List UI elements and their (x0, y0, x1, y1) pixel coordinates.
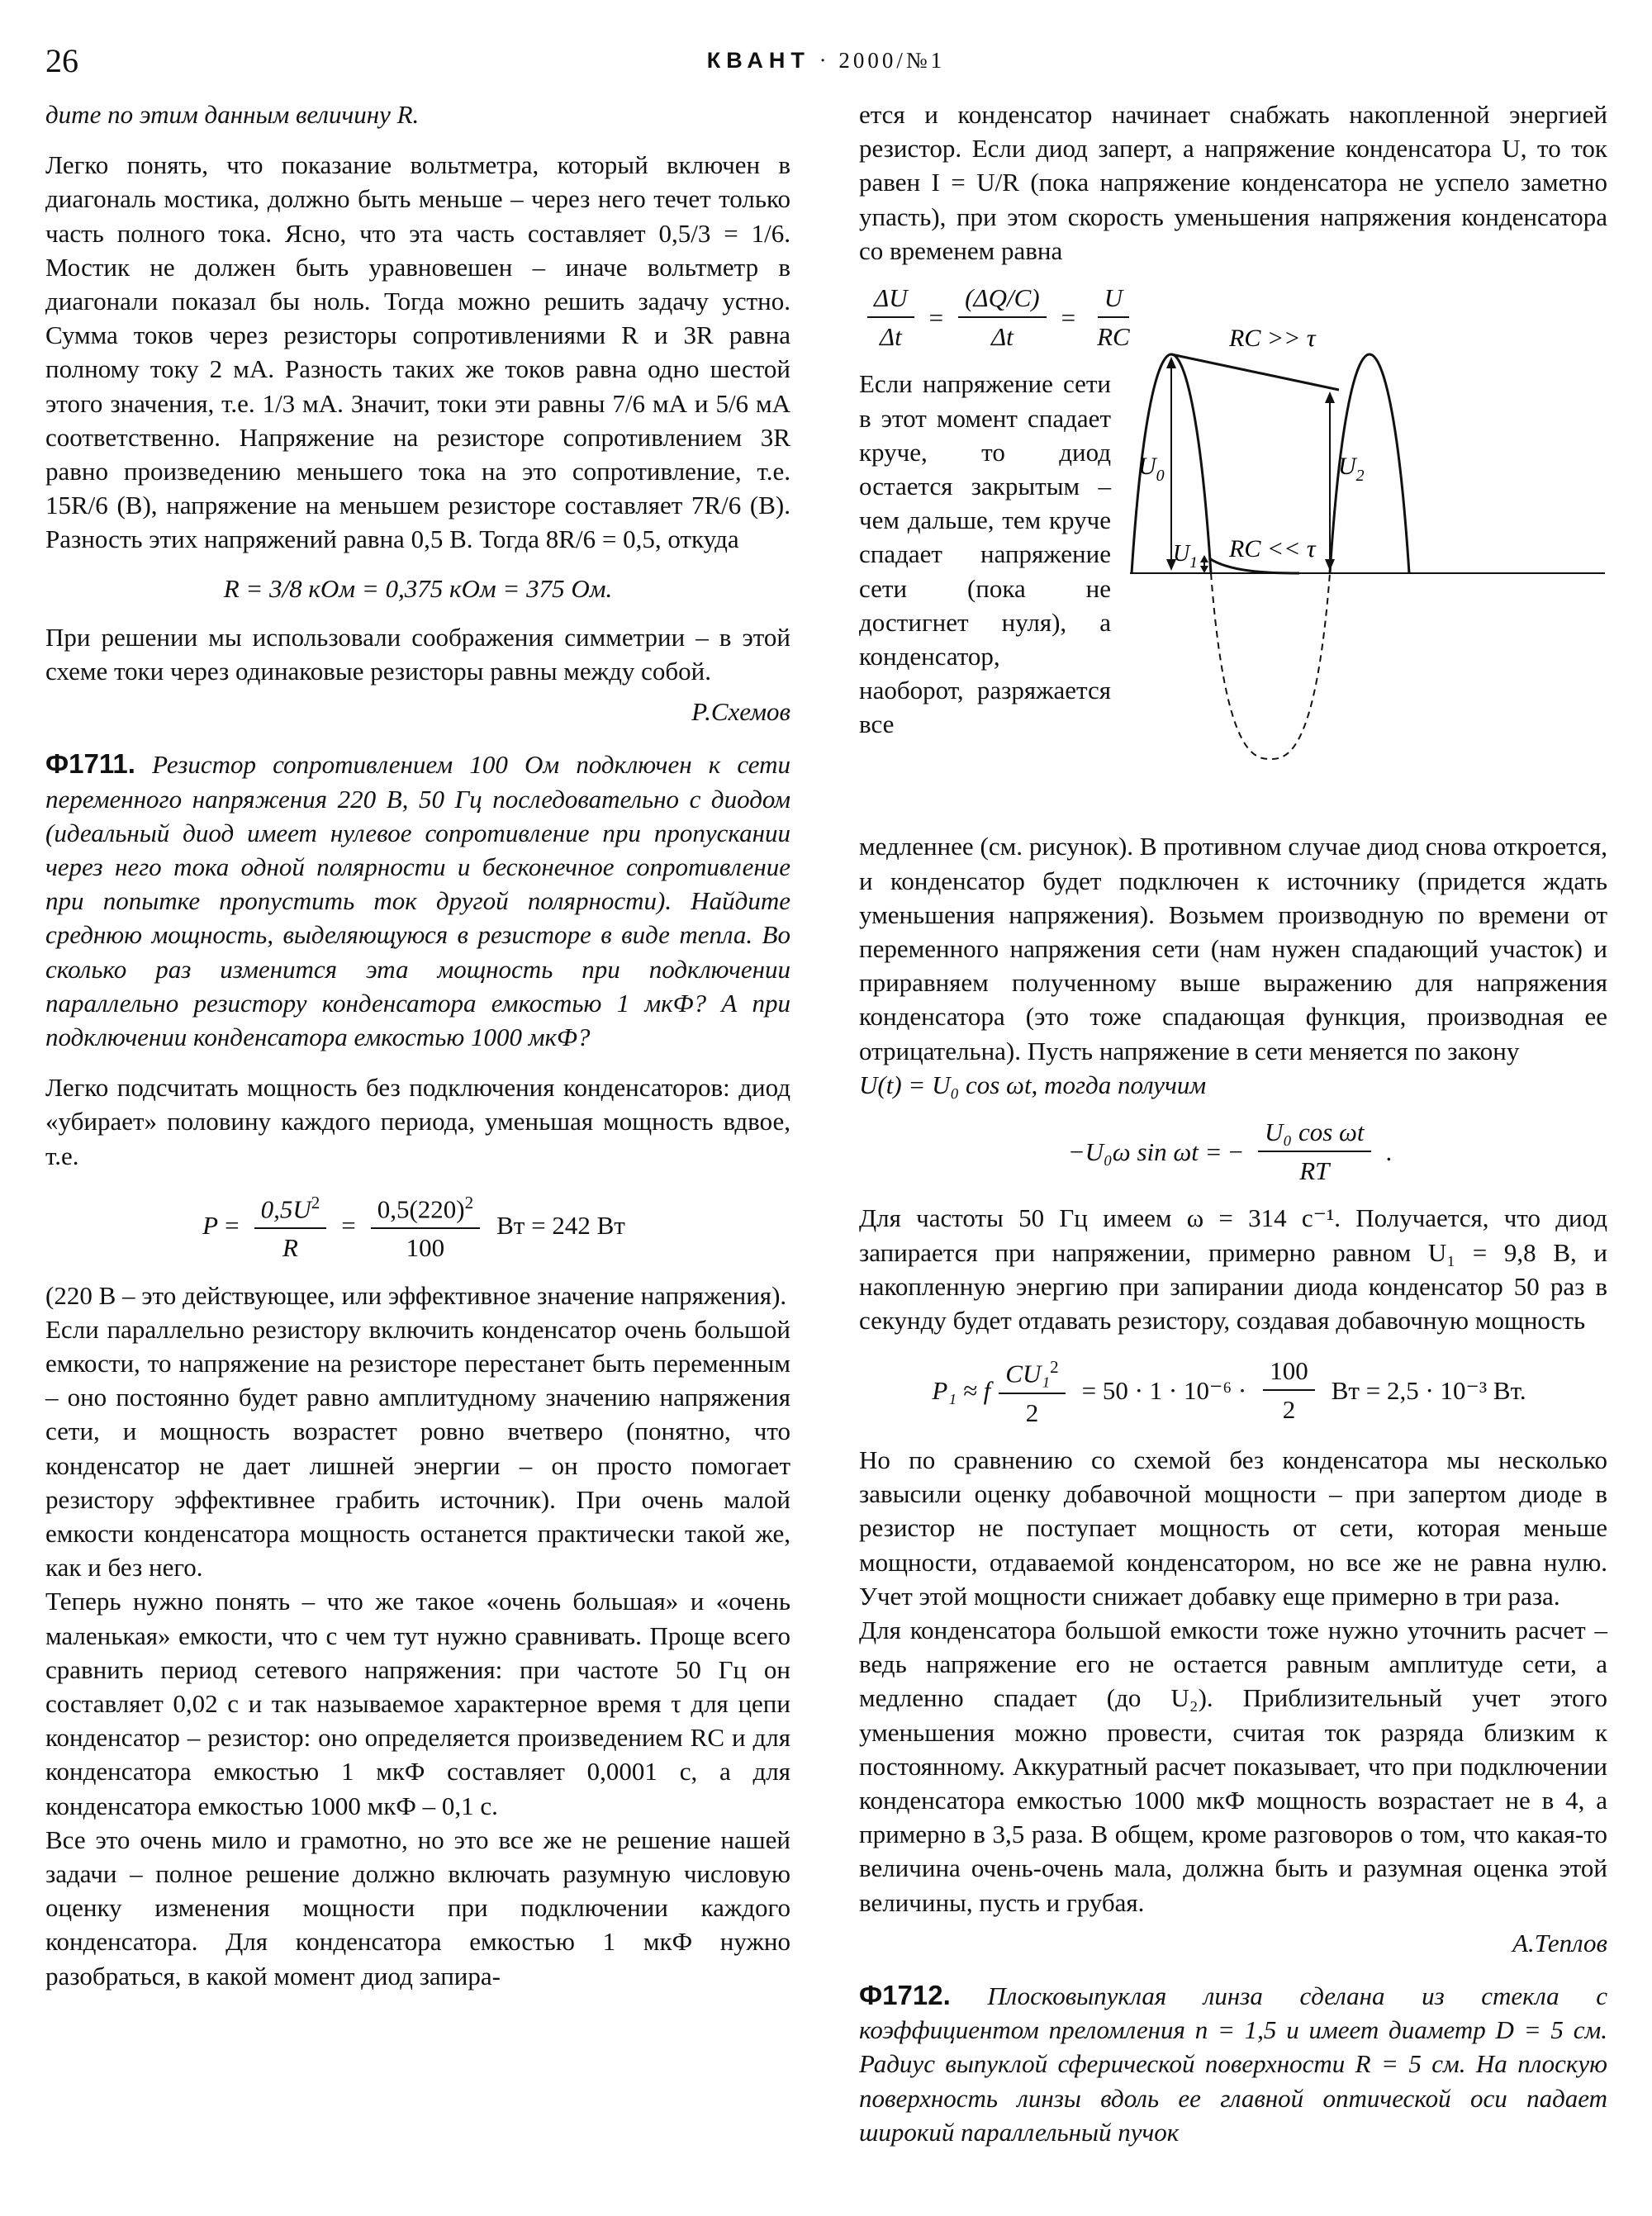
eq-num: 0,5U (260, 1194, 311, 1224)
paragraph: U(t) = U₀ cos ωt, тогда получим (859, 1070, 1207, 1099)
paragraph: ется и конденсатор начинает снабжать накопленной энергией резистор. Если диод заперт, а напряжение конденсатора U, то ток равен I = U/R (пока напряжение конденсатора не успело заметно упасть), при этом скорость уменьшения напряжения конденсатора со временем равна (859, 100, 1607, 265)
problem-text: Плосковыпуклая линза сделана из стекла с коэффициентом преломления n = 1,5 и имеет диаметр D = 5 см. Радиус выпуклой сферической поверхности R = 5 см. На плоскую поверхность линзы вдоль ее главной оптической оси падает широкий параллельный пучок (859, 1981, 1608, 2147)
author-signature: Р.Схемов (691, 697, 790, 727)
fraction (371, 1186, 480, 1265)
eq-den: Δt (990, 322, 1014, 352)
paragraph: Все это очень мило и грамотно, но это все же не решение нашей задачи – полное решение должно включать разумную числовую оценку изменения мощности при подключении каждого конденсатора. Для конденсатора емкостью 1 мкФ нужно разобраться, в какой момент диод запира- (45, 1825, 790, 1991)
journal-title (45, 48, 1607, 74)
arrow-head (1166, 357, 1176, 368)
eq-exp: 2 (311, 1192, 320, 1212)
right-column (859, 97, 1607, 2149)
paragraph: При решении мы использовали соображения симметрии – в этой схеме токи через одинаковые резисторы равны между собой. (45, 622, 790, 686)
eq-num: ΔU (867, 281, 914, 318)
formula: R = 3/8 кОм = 0,375 кОм = 375 Ом. (223, 573, 613, 603)
label-u2: $U_2$ (1338, 453, 1365, 486)
arrow-head (1200, 566, 1208, 573)
eq-num: U (1098, 281, 1129, 318)
paragraph: Если параллельно резистору включить конденсатор очень большой емкости, то напряжение на резисторе перестанет быть переменным – оно постоянно будет равно амплитудному значению напряжения сети, и мощность возрастет ровно вчетверо (понятно, что конденсатор не дает лишней энергии – он просто помогает резистору эффективнее грабить источник). При очень малой емкости конденсатора мощность останется практически такой же, как и без него. (45, 1314, 790, 1583)
paragraph: Если напряжение сети в этот момент спадает круче, то диод остается закрытым – чем дальше, тем круче спадает напряжение сети (пока не достигнет нуля), а конденсатор, наоборот, разряжается все (859, 369, 1111, 739)
left-column (45, 97, 790, 1993)
eq-num: 100 (1263, 1354, 1315, 1391)
problem-1711 (45, 747, 790, 1054)
equation-p1 (859, 1350, 1607, 1430)
page-header (45, 41, 1607, 91)
fraction (867, 281, 914, 354)
problem-label: Ф1711. (45, 748, 135, 780)
eq-num: 0,5(220) (377, 1194, 465, 1224)
paragraph: Легко подсчитать мощность без подключения конденсаторов: диод «убирает» половину каждого периода, уменьшая мощность вдвое, т.е. (45, 1073, 790, 1170)
eq-exp: 2 (1050, 1357, 1059, 1378)
journal-name: КВАНТ (706, 48, 810, 73)
paragraph: дите по этим данным величину R. (45, 100, 420, 129)
paragraph: Теперь нужно понять – что же такое «очень большая» и «очень маленькая» емкости, что с чем тут нужно сравнивать. Проще всего сравнить период сетевого напряжения: при частоте 50 Гц он составляет 0,02 с и так называемое характерное время τ для цепи конденсатор – резистор: оно определяется произведением RC и для конденсатора емкостью 1 мкФ составляет 0,0001 с, а для конденсатора емкостью 1000 мкФ – 0,1 с. (45, 1587, 790, 1820)
eq-den: 100 (406, 1233, 445, 1263)
fraction (254, 1186, 327, 1265)
paragraph: Для частоты 50 Гц имеем ω = 314 с⁻¹. Получается, что диод запирается при напряжении, примерно равном U₁ = 9,8 В, и накопленную энергию при запирании диода конденсатор 50 раз в секунду будет отдавать резистору, создавая добавочную мощность (859, 1203, 1607, 1336)
author-signature: А.Теплов (1512, 1928, 1607, 1957)
eq-rhs: Вт = 2,5 · 10⁻³ Вт. (1331, 1375, 1526, 1405)
equation-du-dt: $\frac{\Delta U}{\Delta t}$ = $\frac{(\Delta Q/C)}{\Delta t}$ = $\frac{U}{RC}$ (859, 281, 1607, 354)
problem-label: Ф1712. (859, 1980, 951, 2011)
eq-rhs: Вт = 242 Вт (496, 1211, 625, 1241)
sine-negative-dashed (1211, 573, 1330, 759)
eq-den: 2 (1025, 1397, 1039, 1427)
label-u1: $U_1$ (1173, 541, 1198, 572)
eq-lhs: P₁ ≈ f (932, 1375, 991, 1405)
decay-slow-line (1171, 354, 1339, 390)
arrow-head (1200, 555, 1208, 562)
eq-den: Δt (879, 322, 902, 352)
eq-num: CU₁ (1005, 1359, 1051, 1388)
eq-den: RT (1299, 1156, 1330, 1186)
equation-power: P = $\frac{0,5U^2}{R}$ = $\frac{0,5(220)^2}{100}$ Вт = 242 Вт (45, 1186, 790, 1265)
eq-num: U₀ cos ωt (1258, 1115, 1371, 1152)
fraction (999, 1350, 1065, 1430)
eq-den: RC (1097, 322, 1130, 352)
paragraph: (220 В – это действующее, или эффективное значение напряжения). (45, 1280, 787, 1310)
paragraph: медленнее (см. рисунок). В противном случае диод снова откроется, и конденсатор будет подключен к источнику (придется ждать уменьшения напряжения). Возьмем производную по времени от переменного напряжения сети (нам нужен спадающий участок) и приравняем полученному выше выражению для напряжения конденсатора (это тоже спадающая функция, производная ее отрицательна). Пусть напряжение в сети меняется по закону (859, 832, 1607, 1065)
fraction (1263, 1354, 1315, 1426)
arrow-head (1325, 559, 1335, 571)
paragraph: Но по сравнению со схемой без конденсатора мы несколько завысили оценку добавочной мощности – при запертом диоде в резистор не поступает мощность от сети, которая меньше мощности, отдаваемой конденсатором, но все же не равна нулю. Учет этой мощности снижает добавку еще примерно в три раза. (859, 1445, 1607, 1611)
eq-num: (ΔQ/C) (958, 281, 1047, 318)
eq-lhs: −U₀ω sin ωt = (1067, 1136, 1222, 1166)
eq-den: R (282, 1233, 298, 1263)
eq-mid: = 50 · 1 · 10⁻⁶ · (1081, 1375, 1247, 1405)
label-u0: $U_0$ (1138, 453, 1165, 486)
eq-lhs: P (202, 1211, 219, 1241)
paragraph: Для конденсатора большой емкости тоже нужно уточнить расчет – ведь напряжение его не остается равным амплитуде сети, а медленно спадает (до U₂). Приблизительный учет этого уменьшения можно провести, считая ток разряда близким к постоянному. Аккуратный расчет показывает, что при подключении конденсатора емкостью 1000 мкФ мощность возрастает не в 4, а примерно в 3,5 раза. В общем, кроме разговоров о том, что какая-то величина очень-очень мала, должна быть и разумная оценка этой величины, пусть и грубая. (859, 1616, 1607, 1917)
fraction (1258, 1115, 1371, 1188)
problem-1712 (859, 1978, 1607, 2149)
voltage-diagram (1122, 309, 1609, 771)
eq-den: 2 (1282, 1395, 1296, 1425)
paragraph: Легко понять, что показание вольтметра, который включен в диагональ мостика, должно быть меньше – через него течет только часть полного тока. Ясно, что эта часть составляет 0,5/3 = 1/6. Мостик не должен быть уравновешен – иначе вольтметр в диагонали показал бы ноль. Тогда можно решить задачу устно. Сумма токов через резисторы сопротивлениями R и 3R равна полному току 2 мА. Разность таких же токов равна одно шестой этого значения, т.е. 1/3 мА. Значит, токи эти равны 7/6 мА и 5/6 мА соответственно. Напряжение на резисторе сопротивлением 3R равно произведению меньшего тока на это сопротивление, т.е. 15R/6 (В), напряжение на меньшем резисторе составляет 7R/6 (В). Разность этих напряжений равна 0,5 В. Тогда 8R/6 = 0,5, откуда (45, 150, 790, 554)
label-rc-small: RC << τ (1229, 535, 1316, 563)
fraction (958, 281, 1047, 354)
journal-issue: · 2000/№1 (819, 48, 946, 73)
equation-derivative: −U₀ω sin ωt = − $\frac{\text{U₀ cos ωt}}{RT}$ . (859, 1115, 1607, 1188)
problem-text: Резистор сопротивлением 100 Ом подключен к сети переменного напряжения 220 В, 50 Гц последовательно с диодом (идеальный диод имеет нулевое сопротивление при пропускании через него тока одной полярности и бесконечное сопротивление при попытке пропустить ток другой полярности). Найдите среднюю мощность, выделяющуюся в резисторе в виде тепла. Во сколько раз изменится эта мощность при подключении параллельно резистору конденсатора емкостью 1 мкФ? А при подключении конденсатора емкостью 1000 мкФ? (45, 750, 791, 1052)
eq-exp: 2 (464, 1192, 474, 1212)
arrow-head (1325, 391, 1335, 403)
page-number: 26 (45, 42, 78, 79)
label-rc-large: RC >> τ (1229, 325, 1316, 353)
figure-side-text (859, 367, 1111, 741)
